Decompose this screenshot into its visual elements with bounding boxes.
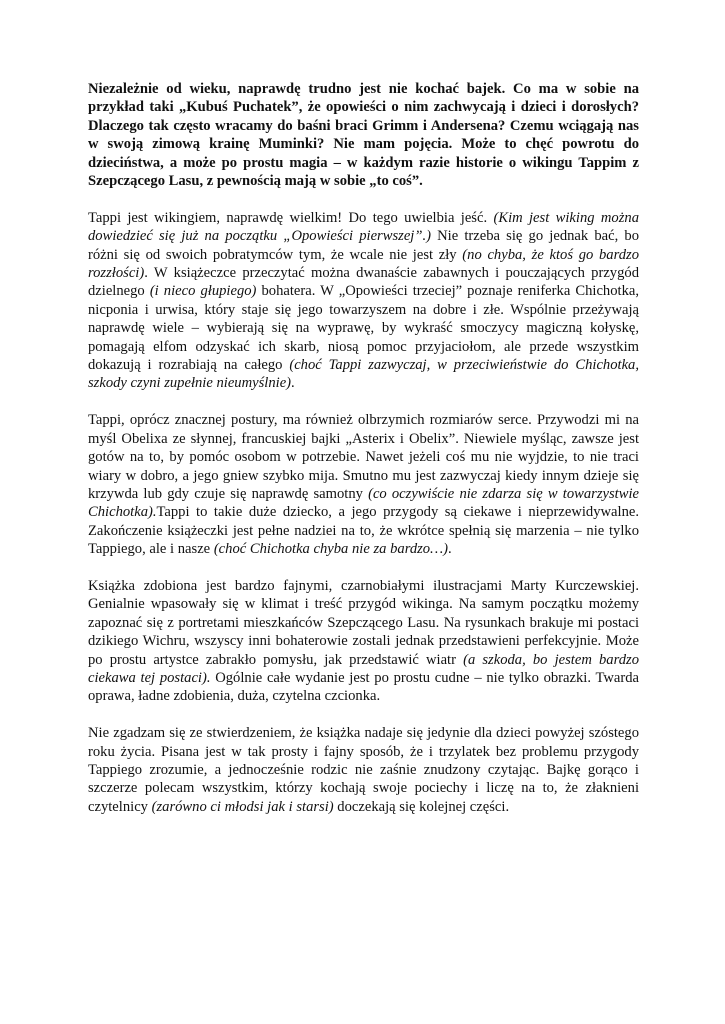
paragraph-tappi-heart	[88, 411, 639, 558]
text-run: Nie trzeba się go jednak bać, bo różni się od swoich pobratymców tym, że wcale nie jest zły	[88, 228, 639, 263]
italic-aside: (zarówno ci młodsi jak i starsi)	[151, 798, 334, 815]
text-run: Książka zdobiona jest bardzo fajnymi, czarnobiałymi ilustracjami Marty Kurczewskiej. Genialnie wpasowały się w klimat i treść przygód wikinga. Na samym początku możemy zapoznać się z portretami mieszkańców Szepczącego Lasu. Na rysunkach brakuje mi postaci dzikiego Wichru, wszyscy inni bohaterowie zostali jednak przedstawieni perfekcyjnie. Może po prostu artystce zabrakło pomysłu, jak przedstawić wiatr	[88, 577, 639, 668]
document-page	[88, 80, 639, 835]
italic-aside: (a szkoda, bo jestem bardzo ciekawa tej postaci).	[88, 651, 639, 686]
text-run: Tappi to takie duże dziecko, a jego przygody są ciekawe i nieprzewidywalne. Zakończenie książeczki jest pełne nadziei na to, że wkrótce spełnią się marzenia – nie tylko Tappiego, ale i nasze	[88, 504, 639, 558]
text-run: bohatera. W „Opowieści trzeciej” poznaje reniferka Chichotka, nicponia i urwisa, który staje się jego towarzyszem na dobre i złe. Wspólnie przeżywają naprawdę wiele – wybierają się na wyprawę, by wykraść smoczycy magiczną kołyskę, pomagają elfom odzyskać ich skarb, niosą pomoc przyjaciołom, ale przede wszystkim dokazują i rozrabiają na całego	[88, 283, 639, 374]
italic-aside: (choć Tappi zazwyczaj, w przeciwieństwie do Chichotka, szkody czyni zupełnie nieumyślnie)	[88, 357, 639, 392]
text-run: .	[447, 541, 452, 558]
italic-aside: (Kim jest wiking można dowiedzieć się już na początku „Opowieści pierwszej”.)	[88, 209, 639, 245]
italic-aside: (co oczywiście nie zdarza się w towarzystwie Chichotka).	[88, 485, 639, 521]
italic-aside: (choć Chichotka chyba nie za bardzo…)	[213, 541, 448, 558]
text-run: Ogólnie całe wydanie jest po prostu cudne – nie tylko obrazki. Twarda oprawa, ładne zdobienia, duża, czytelna czcionka.	[88, 669, 639, 705]
text-run: Tappi, oprócz znacznej postury, ma również olbrzymich rozmiarów serce. Przywodzi mi na myśl Obelixa ze słynnej, francuskiej bajki „Asterix i Obelix”. Niewiele myśląc, zawsze jest gotów na to, by pomóc osobom w potrzebie. Nawet jeżeli coś mu nie wyjdzie, to nie traci wiary w dobro, a jego gniew szybko mija. Smutno mu jest zazwyczaj kiedy innym dzieje się krzywda lub gdy czuje się naprawdę samotny	[88, 412, 639, 502]
paragraph-tappi-intro	[88, 209, 639, 393]
italic-aside: (no chyba, że ktoś go bardzo rozzłości)	[88, 246, 639, 282]
text-run: . W książeczce przeczytać można dwanaście zabawnych i pouczających przygód dzielnego	[88, 265, 639, 300]
text-run: .	[291, 375, 295, 392]
lead-paragraph: Niezależnie od wieku, naprawdę trudno jest nie kochać bajek. Co ma w sobie na przykład taki „Kubuś Puchatek”, że opowieści o nim zachwycają i dzieci i dorosłych? Dlaczego tak często wracamy do baśni braci Grimm i Andersena? Czemu wciągają nas w swoją zimową krainę Muminki? Nie mam pojęcia. Może to chęć powrotu do dzieciństwa, a może po prostu magia – w każdym razie historie o wikingu Tappim z Szepczącego Lasu, z pewnością mają w sobie „to coś”.	[88, 81, 639, 190]
text-run: Tappi jest wikingiem, naprawdę wielkim! Do tego uwielbia jeść.	[88, 209, 494, 226]
paragraph-illustrations	[88, 577, 639, 706]
text-run: Nie zgadzam się ze stwierdzeniem, że książka nadaje się jedynie dla dzieci powyżej szóstego roku życia. Pisana jest w tak prosty i fajny sposób, że i trzylatek bez problemu przygody Tappiego zrozumie, a jednocześnie rodzic nie zaśnie znudzony czytając. Bajkę gorąco i szczerze polecam wszystkim, którzy kochają swoje pociechy i liczę na to, że złaknieni czytelnicy	[88, 725, 639, 815]
text-run: doczekają się kolejnej części.	[333, 798, 510, 815]
italic-aside: (i nieco głupiego)	[149, 283, 257, 300]
paragraph-recommendation	[88, 724, 639, 816]
